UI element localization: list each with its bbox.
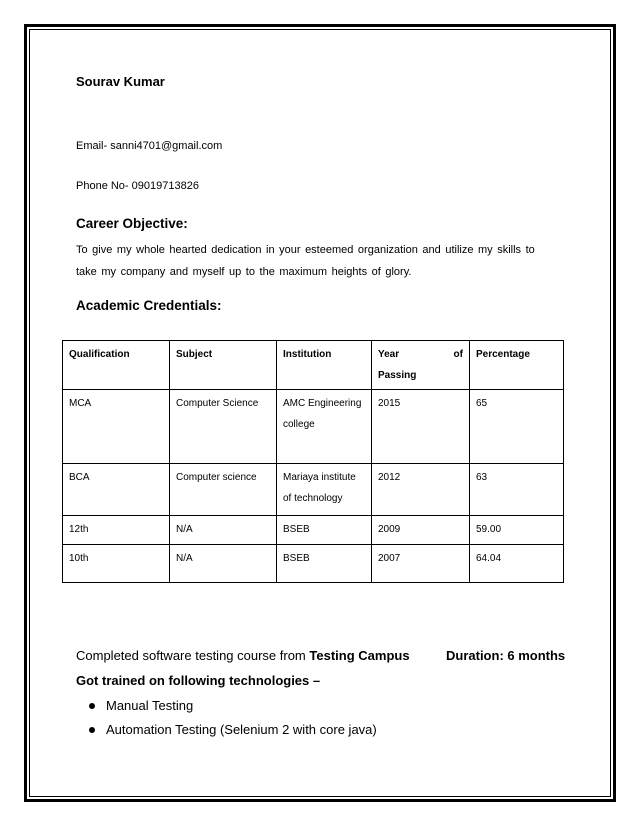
career-objective-heading: Career Objective: bbox=[76, 216, 188, 231]
header-subject: Subject bbox=[170, 341, 277, 390]
cell-year: 2009 bbox=[372, 516, 470, 545]
cell-subject: Computer science bbox=[170, 464, 277, 516]
cell-percentage: 65 bbox=[470, 390, 564, 464]
cell-subject: N/A bbox=[170, 516, 277, 545]
header-percentage: Percentage bbox=[470, 341, 564, 390]
list-item bbox=[76, 718, 377, 742]
technologies-list bbox=[76, 694, 377, 742]
cell-year: 2015 bbox=[372, 390, 470, 464]
cell-year: 2007 bbox=[372, 545, 470, 583]
cell-institution: Mariaya institute of technology bbox=[277, 464, 372, 516]
trained-heading: Got trained on following technologies – bbox=[76, 673, 321, 688]
table-header-row bbox=[63, 341, 564, 390]
cell-percentage: 59.00 bbox=[470, 516, 564, 545]
table-row bbox=[63, 545, 564, 583]
cell-qualification: BCA bbox=[63, 464, 170, 516]
cell-institution: BSEB bbox=[277, 545, 372, 583]
cell-percentage: 64.04 bbox=[470, 545, 564, 583]
cell-institution: BSEB bbox=[277, 516, 372, 545]
cell-qualification: 12th bbox=[63, 516, 170, 545]
bullet-icon bbox=[89, 703, 95, 709]
cell-year: 2012 bbox=[372, 464, 470, 516]
cell-percentage: 63 bbox=[470, 464, 564, 516]
course-institute: Testing Campus bbox=[309, 648, 410, 663]
header-institution: Institution bbox=[277, 341, 372, 390]
cell-subject: Computer Science bbox=[170, 390, 277, 464]
career-objective-text: To give my whole hearted dedication in your esteemed organization and utilize my skills to take my company and myself up to the maximum heights of glory. bbox=[76, 244, 535, 278]
course-prefix: Completed software testing course from bbox=[76, 648, 310, 663]
cell-institution: AMC Engineering college bbox=[277, 390, 372, 464]
email-line: Email- sanni4701@gmail.com bbox=[76, 140, 223, 152]
phone-line: Phone No- 09019713826 bbox=[76, 180, 199, 192]
header-qualification: Qualification bbox=[63, 341, 170, 390]
academic-credentials-heading: Academic Credentials: bbox=[76, 298, 222, 313]
candidate-name: Sourav Kumar bbox=[76, 74, 165, 89]
cell-qualification: 10th bbox=[63, 545, 170, 583]
bullet-icon bbox=[89, 727, 95, 733]
cell-subject: N/A bbox=[170, 545, 277, 583]
course-duration: Duration: 6 months bbox=[446, 648, 566, 663]
cell-qualification: MCA bbox=[63, 390, 170, 464]
course-line bbox=[76, 648, 566, 663]
list-item bbox=[76, 694, 377, 718]
technology-label: Manual Testing bbox=[106, 698, 194, 713]
header-year-of-passing bbox=[372, 341, 470, 390]
table-row bbox=[63, 516, 564, 545]
header-of: of bbox=[453, 349, 463, 360]
technology-label: Automation Testing (Selenium 2 with core java) bbox=[106, 722, 377, 737]
academic-table bbox=[62, 340, 564, 583]
table-row bbox=[63, 464, 564, 516]
table-row bbox=[63, 390, 564, 464]
header-passing: Passing bbox=[378, 370, 417, 381]
header-year: Year bbox=[378, 349, 400, 360]
